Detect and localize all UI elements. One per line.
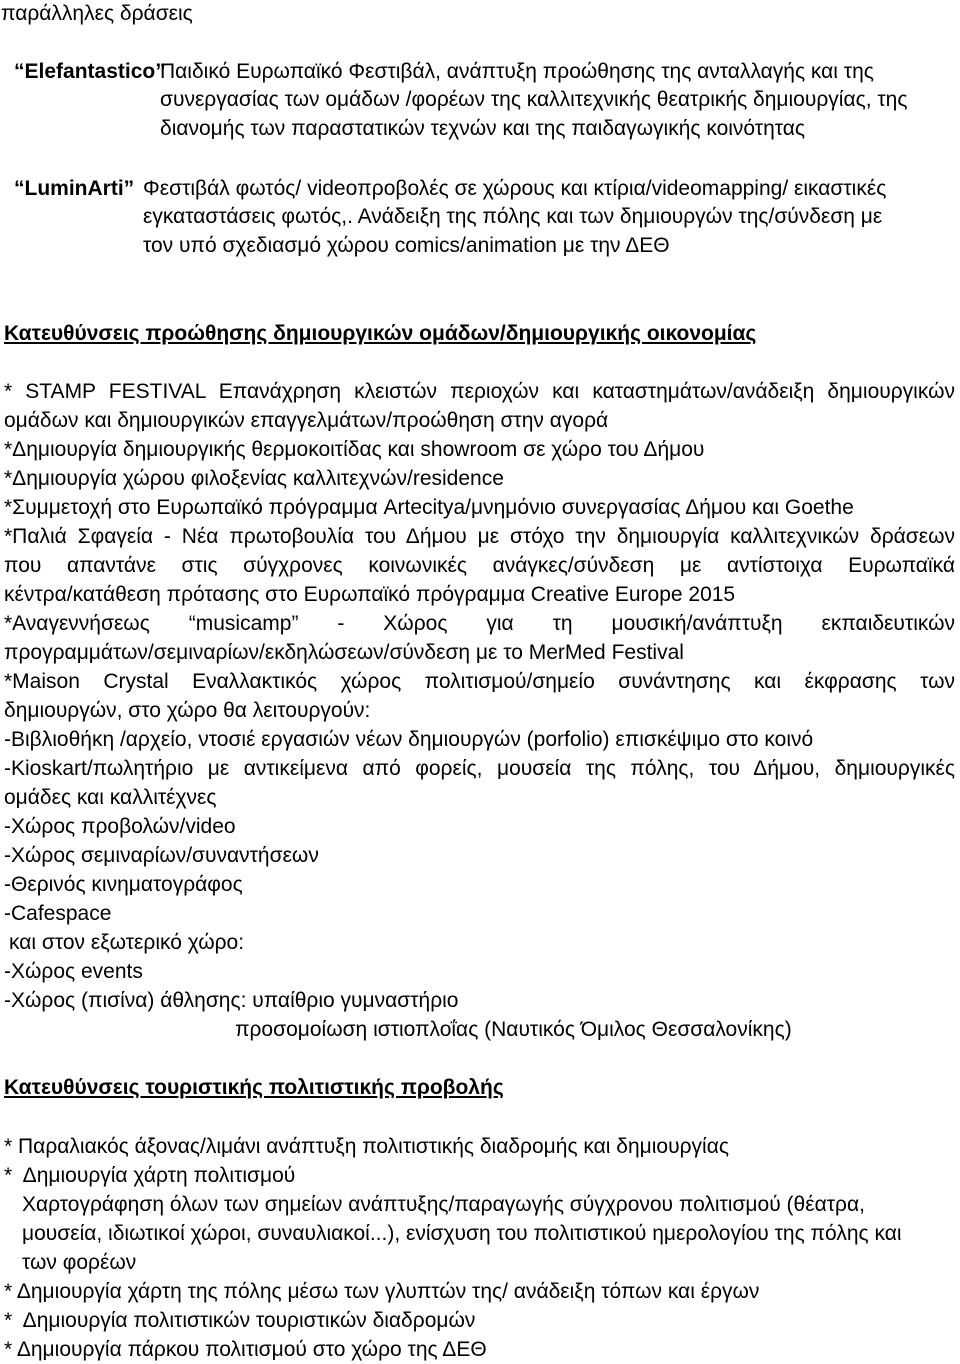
- list-item: -Χώρος events: [4, 960, 143, 983]
- festival-description-line: συνεργασίας των ομάδων /φορέων της καλλιτεχνικής θεατρικής δημιουργίας, της: [160, 88, 908, 111]
- festival-description-line: διανομής των παραστατικών τεχνών και της παιδαγωγικής κοινότητας: [160, 117, 806, 140]
- body-line: κέντρα/κατάθεση πρότασης στο Ευρωπαϊκό πρόγραμμα Creative Europe 2015: [4, 583, 736, 606]
- list-item: * Παραλιακός άξονας/λιμάνι ανάπτυξη πολιτιστικής διαδρομής και δημιουργίας: [4, 1135, 729, 1158]
- list-item: * Δημιουργία πάρκου πολιτισμού στο χώρο της ΔΕΘ: [4, 1338, 487, 1361]
- list-item: -Cafespace: [4, 902, 112, 925]
- body-line: δημιουργών, στο χώρο θα λειτουργούν:: [4, 699, 371, 722]
- body-line: *Δημιουργία χώρου φιλοξενίας καλλιτεχνών/residence: [4, 467, 504, 490]
- list-item: -Kioskart/πωλητήριο με αντικείμενα από φορείς, μουσεία της πόλης, του Δήμου, δημιουργικές: [4, 757, 955, 780]
- body-line: προγραμμάτων/σεμιναρίων/εκδηλώσεων/σύνδεση με το MerMed Festival: [4, 641, 684, 664]
- list-item: -Θερινός κινηματογράφος: [4, 873, 243, 896]
- body-line: που απαντάνε στις σύγχρονες κοινωνικές ανάγκες/σύνδεση με αντίστοιχα Ευρωπαϊκά: [4, 554, 955, 577]
- list-item: * Δημιουργία χάρτη πολιτισμού: [4, 1164, 296, 1187]
- list-item: ομάδες και καλλιτέχνες: [4, 786, 217, 809]
- section-heading: Κατευθύνσεις τουριστικής πολιτιστικής προβολής: [4, 1076, 504, 1099]
- section-title: παράλληλες δράσεις: [1, 2, 193, 25]
- festival-description-line: Παιδικό Ευρωπαϊκό Φεστιβάλ, ανάπτυξη προώθησης της ανταλλαγής και της: [160, 60, 874, 83]
- festival-description-line: εγκαταστάσεις φωτός,. Ανάδειξη της πόλης και των δημιουργών της/σύνδεση με: [143, 205, 883, 228]
- body-line: *Δημιουργία δημιουργικής θερμοκοιτίδας και showroom σε χώρο του Δήμου: [4, 438, 705, 461]
- body-line: *Συμμετοχή στο Ευρωπαϊκό πρόγραμμα Artecitya/μνημόνιο συνεργασίας Δήμου και Goethe: [4, 496, 854, 519]
- festival-name: “LuminArti”: [14, 177, 135, 200]
- festival-name: “Elefantastico”: [14, 60, 166, 83]
- body-line: * STAMP FESTIVAL Επανάχρηση κλειστών περιοχών και καταστημάτων/ανάδειξη δημιουργικών: [4, 380, 955, 403]
- section-heading: Κατευθύνσεις προώθησης δημιουργικών ομάδων/δημιουργικής οικονομίας: [4, 322, 757, 345]
- body-line: *Maison Crystal Εναλλακτικός χώρος πολιτισμού/σημείο συνάντησης και έκφρασης των: [4, 670, 955, 693]
- list-item: -Χώρος σεμιναρίων/συναντήσεων: [4, 844, 319, 867]
- body-line: *Αναγεννήσεως “musicamp” - Χώρος για τη μουσική/ανάπτυξη εκπαιδευτικών: [4, 612, 955, 635]
- festival-description-line: τον υπό σχεδιασμό χώρου comics/animation με την ΔΕΘ: [143, 234, 670, 257]
- body-line: μουσεία, ιδιωτικοί χώροι, συναυλιακοί...), ενίσχυση του πολιτιστικού ημερολογίου της πόλης και: [22, 1222, 902, 1245]
- body-line: Χαρτογράφηση όλων των σημείων ανάπτυξης/παραγωγής σύγχρονου πολιτισμού (θέατρα,: [22, 1193, 865, 1216]
- list-item: * Δημιουργία πολιτιστικών τουριστικών διαδρομών: [4, 1309, 476, 1332]
- list-item: προσομοίωση ιστιοπλοΐας (Ναυτικός Όμιλος Θεσσαλονίκης): [235, 1018, 792, 1041]
- festival-description-line: Φεστιβάλ φωτός/ videoπροβολές σε χώρους και κτίρια/videomapping/ εικαστικές: [143, 177, 887, 200]
- body-line: των φορέων: [22, 1251, 137, 1274]
- body-line: *Παλιά Σφαγεία - Νέα πρωτοβουλία του Δήμου με στόχο την δημιουργία καλλιτεχνικών δράσεων: [4, 525, 955, 548]
- list-item: -Χώρος προβολών/video: [4, 815, 236, 838]
- list-item: * Δημιουργία χάρτη της πόλης μέσω των γλυπτών της/ ανάδειξη τόπων και έργων: [4, 1280, 760, 1303]
- body-line: ομάδων και δημιουργικών επαγγελμάτων/προώθηση στην αγορά: [4, 409, 609, 432]
- body-line: και στον εξωτερικό χώρο:: [9, 931, 245, 954]
- list-item: -Βιβλιοθήκη /αρχείο, ντοσιέ εργασιών νέων δημιουργών (porfolio) επισκέψιμο στο κοινό: [4, 728, 814, 751]
- list-item: -Χώρος (πισίνα) άθλησης: υπαίθριο γυμναστήριο: [4, 989, 459, 1012]
